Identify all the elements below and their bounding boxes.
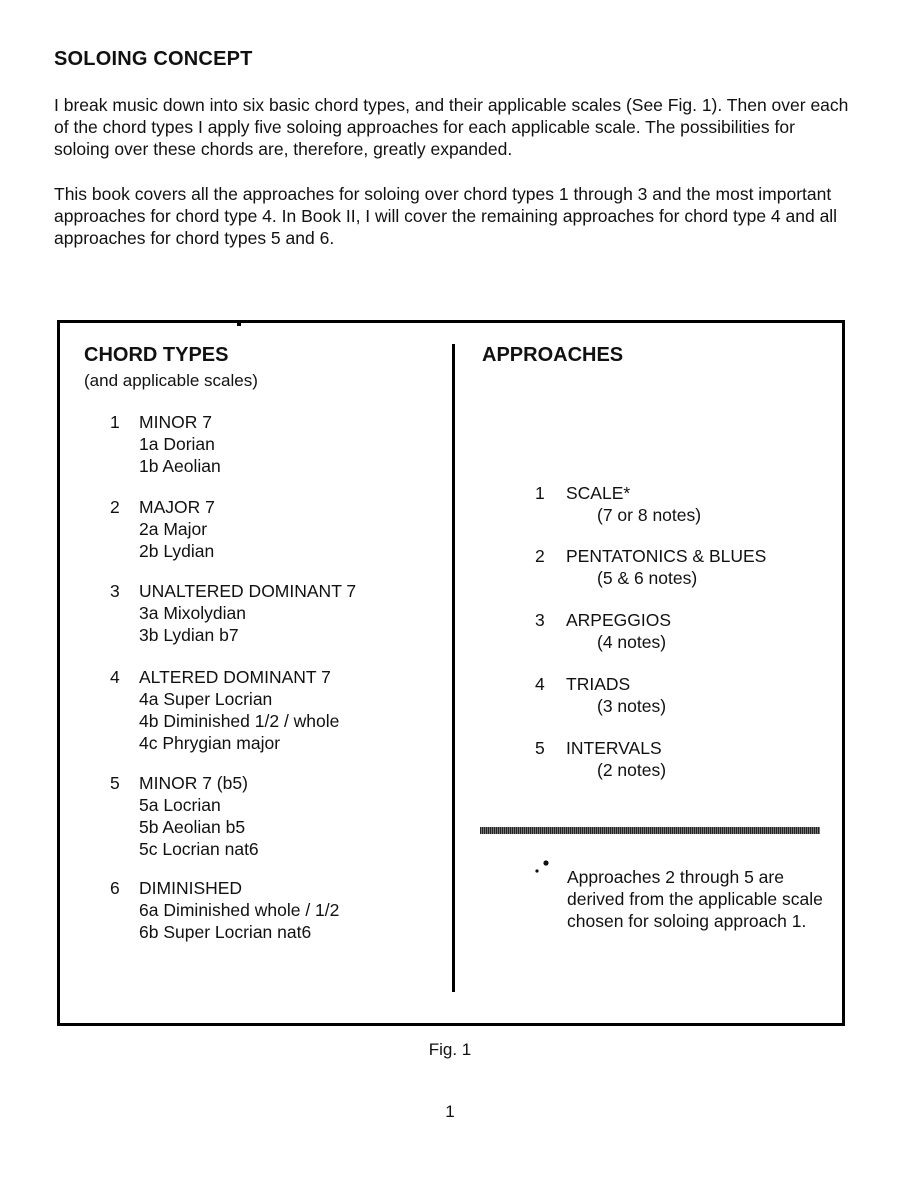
- chord-scale: 5a Locrian: [139, 795, 221, 815]
- chord-scale: 3b Lydian b7: [139, 625, 239, 645]
- chord-scale: 2a Major: [139, 519, 208, 539]
- chord-name: MINOR 7 (b5): [139, 773, 248, 793]
- approach-note-count: (3 notes): [597, 696, 667, 716]
- chord-scale: 4b Diminished 1/2 / whole: [139, 711, 340, 731]
- chord-type-1: [110, 411, 221, 477]
- chord-name: UNALTERED DOMINANT 7: [139, 581, 357, 601]
- chord-type-6: [110, 877, 339, 943]
- approach-note-count: (7 or 8 notes): [597, 505, 702, 525]
- intro-paragraph: I break music down into six basic chord types, and their applicable scales (See Fig. 1). Then over each of the chord types I apply five soloing approaches for each applicable scale. The possibilities for soloing over these chords are, therefore, greatly expanded.: [54, 95, 849, 159]
- chord-scale: 5b Aeolian b5: [139, 817, 246, 837]
- column-divider: [452, 344, 455, 992]
- chord-scale: 4c Phrygian major: [139, 733, 281, 753]
- chord-type-3: [110, 580, 356, 646]
- chord-scale: 4a Super Locrian: [139, 689, 273, 709]
- approach-note-count: (4 notes): [597, 632, 667, 652]
- approach-name: SCALE*: [566, 483, 631, 503]
- approach-name: ARPEGGIOS: [566, 610, 672, 630]
- chord-scale: 1b Aeolian: [139, 456, 221, 476]
- approach-5: [535, 737, 666, 781]
- chord-number: 3: [110, 581, 120, 601]
- chord-scale: 1a Dorian: [139, 434, 215, 454]
- chord-type-4: [110, 666, 339, 754]
- approach-number: 3: [535, 610, 545, 630]
- approach-3: [535, 609, 671, 653]
- approach-number: 5: [535, 738, 545, 758]
- asterisk-icon: [533, 858, 553, 878]
- chord-name: ALTERED DOMINANT 7: [139, 667, 331, 687]
- approach-1: [535, 482, 701, 526]
- approach-number: 4: [535, 674, 545, 694]
- approaches-title: APPROACHES: [482, 344, 624, 366]
- approach-4: [535, 673, 666, 717]
- chord-number: 2: [110, 497, 120, 517]
- chord-number: 5: [110, 773, 120, 793]
- chord-types-title: CHORD TYPES: [84, 344, 229, 366]
- figure-caption: Fig. 1: [428, 1040, 472, 1059]
- approach-number: 2: [535, 546, 545, 566]
- chord-number: 6: [110, 878, 120, 898]
- approach-note-count: (2 notes): [597, 760, 667, 780]
- chord-name: MAJOR 7: [139, 497, 215, 517]
- chord-type-2: [110, 496, 215, 562]
- page-number: 1: [445, 1102, 455, 1121]
- chord-type-5: [110, 772, 259, 860]
- chord-scale: 3a Mixolydian: [139, 603, 246, 623]
- shaded-rule-divider: [480, 827, 820, 834]
- chord-scale: 2b Lydian: [139, 541, 215, 561]
- chord-scale: 6a Diminished whole / 1/2: [139, 900, 340, 920]
- approach-name: TRIADS: [566, 674, 631, 694]
- chord-scale: 6b Super Locrian nat6: [139, 922, 312, 942]
- chord-number: 4: [110, 667, 120, 687]
- approach-number: 1: [535, 483, 545, 503]
- chord-name: MINOR 7: [139, 412, 212, 432]
- chord-types-subtitle: (and applicable scales): [84, 371, 258, 390]
- chord-name: DIMINISHED: [139, 878, 243, 898]
- scope-paragraph: This book covers all the approaches for soloing over chord types 1 through 3 and the most important approaches for chord type 4. In Book II, I will cover the remaining approaches for chord type 4 and all approaches for chord types 5 and 6.: [54, 184, 838, 248]
- chord-number: 1: [110, 412, 120, 432]
- chord-scale: 5c Locrian nat6: [139, 839, 259, 859]
- approach-note-count: (5 & 6 notes): [597, 568, 698, 588]
- box-tick-mark: [237, 320, 241, 326]
- approach-2: [535, 545, 766, 589]
- approach-name: PENTATONICS & BLUES: [566, 546, 767, 566]
- footnote-text: Approaches 2 through 5 are derived from the applicable scale chosen for soloing approach 1.: [567, 867, 823, 931]
- approach-name: INTERVALS: [566, 738, 662, 758]
- page-heading: SOLOING CONCEPT: [54, 48, 253, 70]
